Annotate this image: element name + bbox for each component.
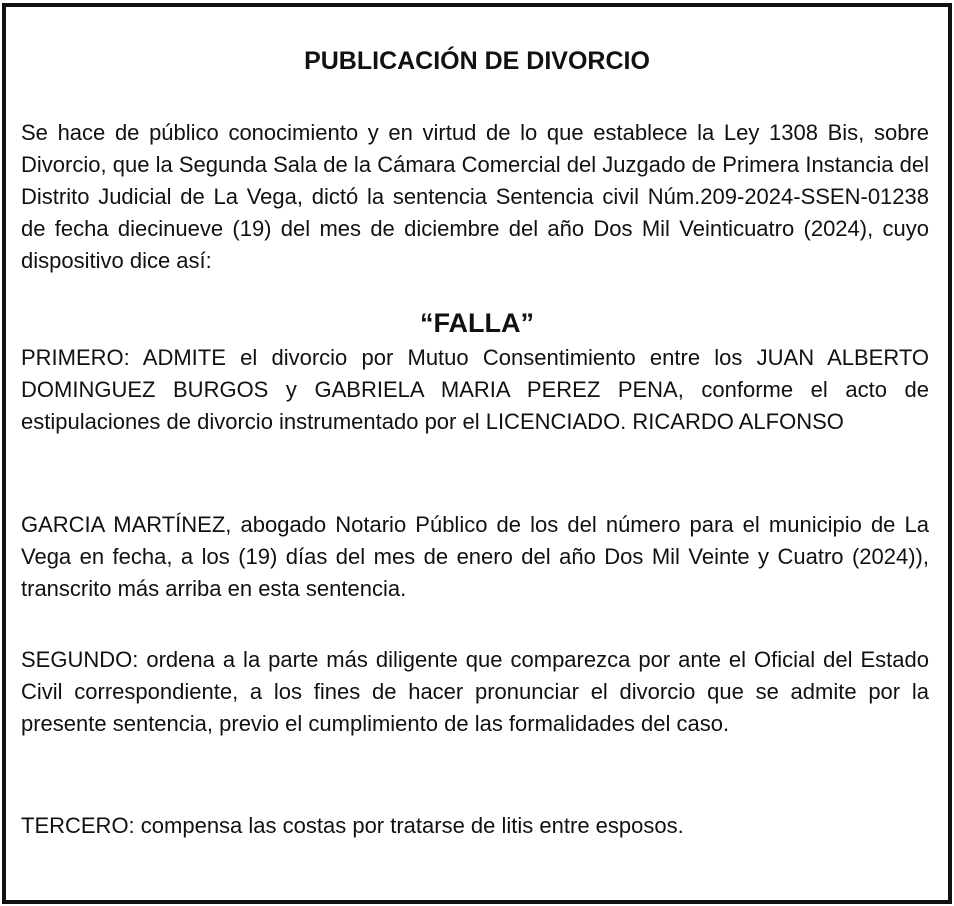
notice-title: PUBLICACIÓN DE DIVORCIO xyxy=(304,47,650,75)
garcia-paragraph: GARCIA MARTÍNEZ, abogado Notario Público de los del número para el municipio de La Vega en fecha, a los (19) días del mes de enero del año Dos Mil Veinte y Cuatro (2024)), transcrito más arriba en esta sentencia. xyxy=(21,512,929,601)
segundo-paragraph: SEGUNDO: ordena a la parte más diligente que comparezca por ante el Oficial del Estado Civil correspondiente, a los fines de hacer pronunciar el divorcio que se admite por la presente sentencia, previo el cumplimiento de las formalidades del caso. xyxy=(21,647,929,736)
intro-paragraph: Se hace de público conocimiento y en virtud de lo que establece la Ley 1308 Bis, sobre Divorcio, que la Segunda Sala de la Cámara Comercial del Juzgado de Primera Instancia del Distrito Judicial de La Vega, dictó la sentencia Sentencia civil Núm.209-2024-SSEN-01238 de fecha diecinueve (19) del mes de diciembre del año Dos Mil Veinticuatro (2024), cuyo dispositivo dice así: xyxy=(21,120,929,273)
tercero-paragraph: TERCERO: compensa las costas por tratarse de litis entre esposos. xyxy=(21,813,684,838)
falla-heading: “FALLA” xyxy=(420,308,534,338)
notice-frame xyxy=(2,3,952,904)
primero-paragraph: PRIMERO: ADMITE el divorcio por Mutuo Consentimiento entre los JUAN ALBERTO DOMINGUEZ BURGOS y GABRIELA MARIA PEREZ PENA, conforme el acto de estipulaciones de divorcio instrumentado por el LICENCIADO. RICARDO ALFONSO xyxy=(21,345,929,434)
